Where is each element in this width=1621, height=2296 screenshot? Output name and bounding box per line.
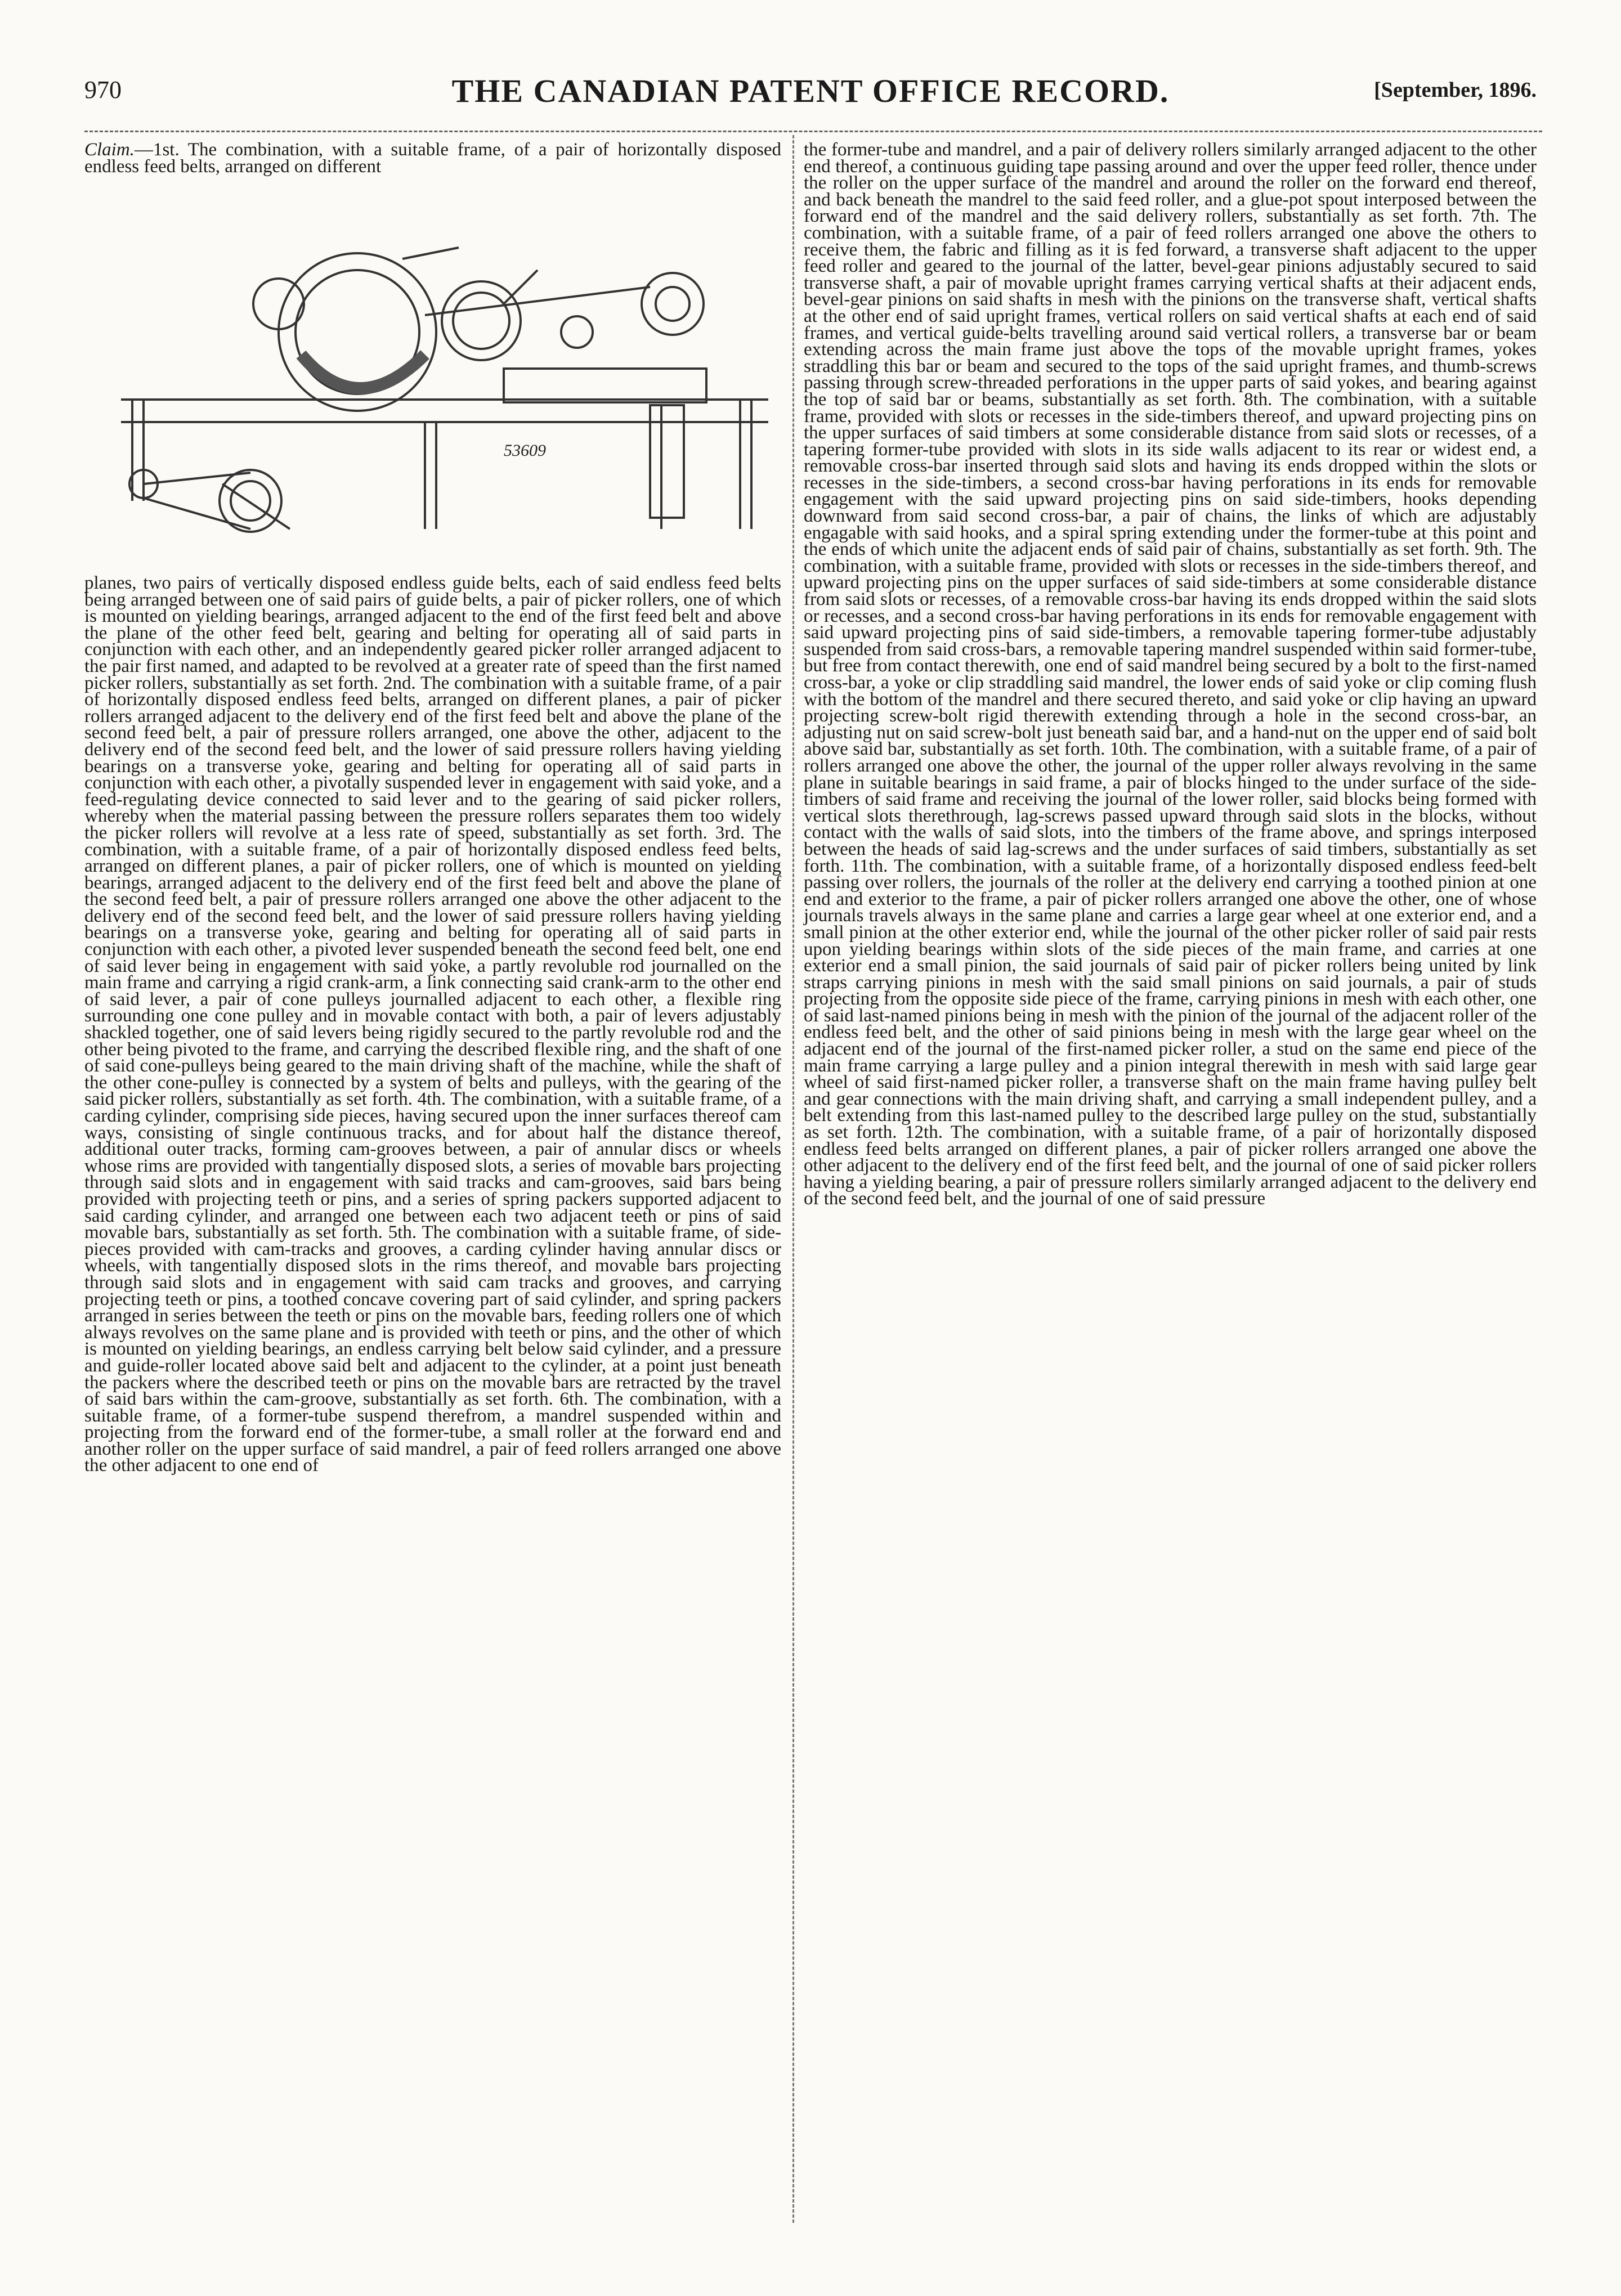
left-column-intro <box>84 142 781 175</box>
left-column-body <box>84 575 781 1474</box>
right-column-body <box>804 142 1537 1208</box>
publication-title: THE CANADIAN PATENT OFFICE RECORD. <box>451 73 1170 109</box>
patent-drawing <box>110 236 777 551</box>
column-divider <box>792 135 794 2223</box>
machine-illustration <box>110 236 777 551</box>
claim-label: Claim. <box>84 140 135 160</box>
right-column-text: the former-tube and mandrel, and a pair of delivery rollers similarly arranged adjacent to the other end thereof, a continuous guiding tape passing around and over the upper feed roller, thence under the roller on the upper surface of the mandrel and around the roller on the forward end thereof, and back beneath the mandrel to the said feed roller, and a glue-pot spout interposed between the forward end of the mandrel and the said delivery rollers, substantially as set forth. 7th. The combination, with a suitable frame, of a pair of feed rollers arranged one above the others to receive them, the fabric and filling as it is fed forward, a transverse shaft adjacent to the upper feed roller and geared to the journal of the latter, bevel-gear pinions adjustably secured to said transverse shaft, a pair of movable upright frames carrying vertical shafts at their adjacent ends, bevel-gear pinions on said shafts in mesh with the pinions on the transverse shaft, vertical shafts at the other end of said upright frames, vertical rollers on said vertical shafts at each end of said frames, and vertical guide-belts travelling around said vertical rollers, a transverse bar or beam extending across the main frame just above the tops of the movable upright frames, yokes straddling this bar or beam and secured to the tops of the said upright frames, and thumb-screws passing through screw-threaded perforations in the upper parts of said yokes, and bearing against the top of said bar or beams, substantially as set forth. 8th. The combination, with a suitable frame, provided with slots or recesses in the side-timbers thereof, and upward projecting pins on the upper surfaces of said timbers at some considerable distance from said slots or recesses, of a tapering former-tube provided with slots in its side walls adjacent to its rear or widest end, a removable cross-bar inserted through said slots and having its ends dropped within the slots or recesses in the side-timbers, a second cross-bar having perforations in its ends for removable engagement with the said upward projecting pins on said side-timbers, hooks depending downward from said second cross-bar, a pair of chains, the links of which are adjustably engagable with said hooks, and a spiral spring extending under the former-tube at this point and the ends of which unite the adjacent ends of said pair of chains, substantially as set forth. 9th. The combination, with a suitable frame, provided with slots or recesses in the side-timbers thereof, and upward projecting pins on the upper surfaces of said side-timbers at some considerable distance from said slots or recesses, of a removable cross-bar having its ends dropped within the said slots or recesses, and a second cross-bar having perforations in its ends for removable engagement with said upward projecting pins of said side-timbers, a removable tapering former-tube adjustably suspended from said cross-bars, a removable tapering mandrel suspended within said former-tube, but free from contact therewith, one end of said mandrel being secured by a bolt to the first-named cross-bar, a yoke or clip straddling said mandrel, the lower ends of said yoke or clip coming flush with the bottom of the mandrel and there secured thereto, and said yoke or clip having an upward projecting screw-bolt rigid therewith extending through a hole in the second cross-bar, an adjusting nut on said screw-bolt just beneath said bar, and a hand-nut on the upper end of said bolt above said bar, substantially as set forth. 10th. The combination, with a suitable frame, of a pair of rollers arranged one above the other, the journal of the upper roller always revolving in the same plane in suitable bearings in said frame, a pair of blocks hinged to the under surface of the side-timbers of said frame and receiving the journal of the lower roller, said blocks being formed with vertical slots therethrough, lag-screws passed upward through said slots in the blocks, without contact with the walls of said slots, into the timbers of the frame above, and springs interposed between the heads of said lag-screws and the under surfaces of said timbers, substantially as set forth. 11th. The combination, with a suitable frame, of a horizontally disposed endless feed-belt passing over rollers, the journals of the roller at the delivery end carrying a toothed pinion at one end and exterior to the frame, a pair of picker rollers arranged one above the other, one of whose journals travels always in the same plane and carries a large gear wheel at one exterior end, and a small pinion at the other exterior end, while the journal of the other picker roller of said pair rests upon yielding bearings within slots of the side pieces of the main frame, and carries at one exterior end a small pinion, the said journals of said pair of picker rollers being united by link straps carrying pinions in mesh with the said small pinions on said journals, a pair of studs projecting from the opposite side piece of the frame, carrying pinions in mesh with each other, one of said last-named pinions being in mesh with the pinion of the journal of the adjacent roller of the endless feed belt, and the other of said pinions being in mesh with the large gear wheel on the adjacent end of the journal of the first-named picker roller, a stud on the same end piece of the main frame carrying a large pulley and a pinion integral therewith in mesh with said large gear wheel of said first-named picker roller, a transverse shaft on the main frame having pulley belt and gear connections with the main driving shaft, and carrying a small independent pulley, and a belt extending from this last-named pulley to the described large pulley on the stud, substantially as set forth. 12th. The combination, with a suitable frame, of a pair of horizontally disposed endless feed belts arranged on different planes, a pair of picker rollers arranged one above the other adjacent to the delivery end of the first feed belt, and the journal of one of said picker rollers having a yielding bearing, a pair of pressure rollers similarly arranged adjacent to the delivery end of the second feed belt, and the journal of one of said pressure <box>804 140 1537 1209</box>
issue-date: [September, 1896. <box>1374 78 1537 102</box>
header-rule <box>84 131 1542 132</box>
left-column-text: planes, two pairs of vertically disposed endless guide belts, each of said endless feed belts being arranged between one of said pairs of guide belts, a pair of picker rollers, one of which is mounted on yielding bearings, arranged adjacent to the end of the first feed belt and above the plane of the other feed belt, gearing and belting for operating all of said parts in conjunction with each other, and an independently geared picker roller arranged adjacent to the pair first named, and adapted to be revolved at a greater rate of speed than the first named picker rollers, substantially as set forth. 2nd. The combination with a suitable frame, of a pair of horizontally disposed endless feed belts, arranged on different planes, a pair of picker rollers arranged adjacent to the delivery end of the first feed belt and above the plane of the second feed belt, a pair of pressure rollers arranged, one above the other, adjacent to the delivery end of the second feed belt, and the lower of said pressure rollers having yielding bearings on a transverse yoke, gearing and belting for operating all of said parts in conjunction with each other, a pivotally suspended lever in engagement with said yoke, and a feed-regulating device connected to said lever and to the gearing of said picker rollers, whereby when the material passing between the pressure rollers separates them too widely the picker rollers will revolve at a less rate of speed, substantially as set forth. 3rd. The combination, with a suitable frame, of a pair of horizontally disposed endless feed belts, arranged on different planes, a pair of picker rollers, one of which is mounted on yielding bearings, arranged adjacent to the delivery end of the first feed belt and above the plane of the second feed belt, a pair of pressure rollers arranged one above the other adjacent to the delivery end of the second feed belt, and the lower of said pressure rollers having yielding bearings on a transverse yoke, gearing and belting for operating all of said parts in conjunction with each other, a pivoted lever suspended beneath the second feed belt, one end of said lever being in engagement with said yoke, a partly revoluble rod journalled on the main frame and carrying a rigid crank-arm, a link connecting said crank-arm to the other end of said lever, a pair of cone pulleys journalled adjacent to each other, a flexible ring surrounding one cone pulley and in movable contact with both, a pair of levers adjustably shackled together, one of said levers being rigidly secured to the partly revoluble rod and the other being pivoted to the frame, and carrying the described flexible ring, and the shaft of one of said cone-pulleys being geared to the main driving shaft of the machine, while the shaft of the other cone-pulley is connected by a system of belts and pulleys, with the gearing of the said picker rollers, substantially as set forth. 4th. The combination, with a suitable frame, of a carding cylinder, comprising side pieces, having secured upon the inner surfaces thereof cam ways, consisting of single continuous tracks, and for about half the distance thereof, additional outer tracks, forming cam-grooves between, a pair of annular discs or wheels whose rims are provided with tangentially disposed slots, a series of movable bars projecting through said slots and in engagement with said tracks and cam-grooves, said bars being provided with projecting teeth or pins, and a series of spring packers supported adjacent to said carding cylinder, and arranged one between each two adjacent teeth or pins of said movable bars, substantially as set forth. 5th. The combination with a suitable frame, of side-pieces provided with cam-tracks and grooves, a carding cylinder having annular discs or wheels, with tangentially disposed slots in the rims thereof, and movable bars projecting through said slots and in engagement with said cam tracks and grooves, and carrying projecting teeth or pins, a toothed concave covering part of said cylinder, and spring packers arranged in series between the teeth or pins on the movable bars, feeding rollers one of which always revolves on the same plane and is provided with teeth or pins, and the other of which is mounted on yielding bearings, an endless carrying belt below said cylinder, and a pressure and guide-roller located above said belt and adjacent to the cylinder, at a point just beneath the packers where the described teeth or pins on the movable bars are retracted by the travel of said bars within the cam-groove, substantially as set forth. 6th. The combination, with a suitable frame, of a former-tube suspend therefrom, a mandrel suspended within and projecting from the forward end of the former-tube, a small roller at the forward end and another roller on the upper surface of said mandrel, a pair of feed rollers arranged one above the other adjacent to one end of <box>84 573 781 1476</box>
patent-number-label: 53609 <box>504 441 546 460</box>
claim-intro-text: —1st. The combination, with a suitable frame, of a pair of horizontally disposed endless feed belts, arranged on different <box>84 140 781 177</box>
page-number: 970 <box>84 76 122 104</box>
page-header <box>84 72 1537 111</box>
